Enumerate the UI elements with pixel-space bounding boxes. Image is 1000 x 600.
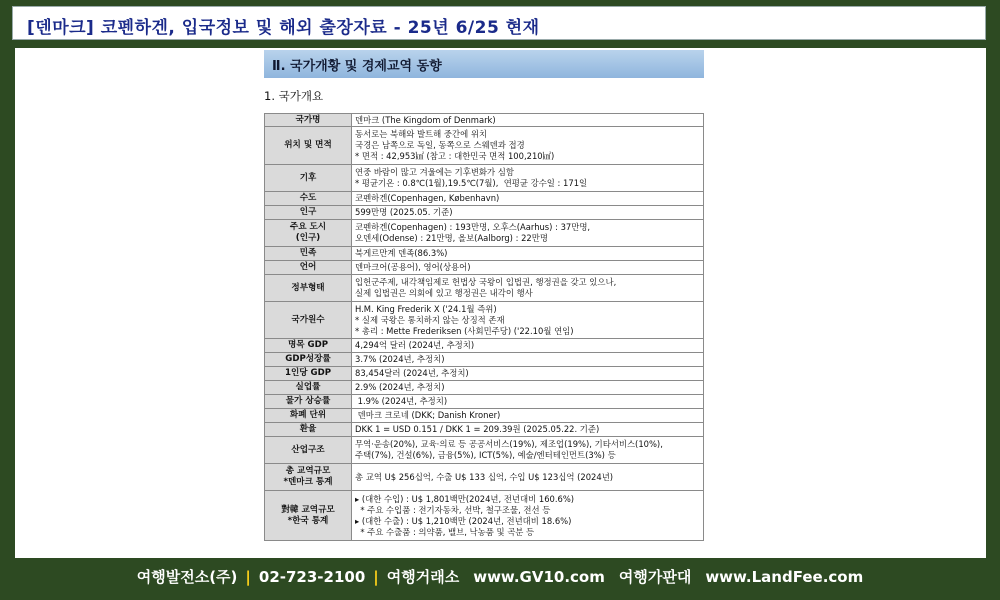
row-value-line: 실제 입법권은 의회에 있고 행정권은 내각이 행사 — [355, 288, 533, 298]
row-value-line: DKK 1 = USD 0.151 / DKK 1 = 209.39원 (2025.05.22. 기준) — [355, 424, 600, 434]
page-title: [덴마크] 코펜하겐, 입국정보 및 해외 출장자료 - 25년 6/25 현재 — [27, 18, 540, 38]
table-row — [265, 423, 704, 437]
row-label-text: 위치 및 면적 — [284, 140, 332, 150]
row-value-line: ▸ (대한 수출) : U$ 1,210백만 (2024년, 전년대비 18.6%) — [355, 515, 572, 526]
row-value-line: 북게르만계 덴족(86.3%) — [355, 248, 448, 258]
row-value-line: 3.7% (2024년, 추정치) — [355, 354, 445, 364]
row-value — [352, 127, 704, 165]
row-value — [352, 220, 704, 247]
row-label — [265, 381, 352, 395]
table-row — [265, 395, 704, 409]
row-label-text: 물가 상승률 — [285, 396, 331, 406]
row-label — [265, 114, 352, 127]
row-label-text: 기후 — [299, 172, 317, 183]
row-label-text: 1인당 GDP — [284, 368, 332, 378]
table-row — [265, 261, 704, 275]
row-value-line: 덴마크 (The Kingdom of Denmark) — [355, 114, 496, 125]
row-value-line: H.M. King Frederik X ('24.1월 즉위) — [355, 303, 497, 314]
footer-bar — [0, 566, 1000, 596]
row-label-text: 총 교역규모 — [285, 466, 331, 476]
row-value — [352, 165, 704, 192]
table-row — [265, 192, 704, 206]
row-value-line: 83,454달러 (2024년, 추정치) — [355, 368, 469, 378]
row-label-text: 인구 — [299, 207, 317, 217]
row-label-text: 언어 — [299, 262, 317, 272]
row-value — [352, 437, 704, 464]
row-value-line: 입헌군주제, 내각책임제로 헌법상 국왕이 입법권, 행정권을 갖고 있으나, — [355, 277, 617, 287]
section-title: Ⅱ. 국가개황 및 경제교역 동향 — [272, 59, 442, 74]
table-row — [265, 127, 704, 165]
row-value-line: * 면적 : 42,953㎢ (참고 : 대한민국 면적 100,210㎢) — [355, 151, 555, 161]
row-value-line: * 총리 : Mette Frederiksen (사회민주당) ('22.10월 연임) — [355, 325, 574, 336]
row-label-text: 주요 도시 — [289, 222, 327, 232]
table-row — [265, 339, 704, 353]
row-value — [352, 491, 704, 541]
table-row — [265, 409, 704, 423]
row-value-line: 주택(7%), 건설(6%), 금융(5%), ICT(5%), 예술/엔터테인먼트(3%) 등 — [355, 450, 616, 460]
row-label — [265, 275, 352, 302]
phone-number: 02-723-2100 — [258, 567, 366, 586]
agency-label: 여행거래소 — [386, 568, 460, 586]
row-value-line: 코펜하겐(Copenhagen) : 193만명, 오후스(Aarhus) : 37만명, — [355, 222, 591, 232]
row-label — [265, 339, 352, 353]
table-row — [265, 206, 704, 220]
price-link[interactable]: www.LandFee.com — [705, 567, 864, 586]
row-value-line: * 실제 국왕은 통치하지 않는 상징적 존재 — [355, 314, 505, 325]
table-row — [265, 302, 704, 339]
row-label-text: 명목 GDP — [287, 340, 329, 350]
row-value-line: ▸ (대한 수입) : U$ 1,801백만(2024년, 전년대비 160.6%) — [355, 493, 575, 504]
row-label — [265, 353, 352, 367]
row-value — [352, 192, 704, 206]
row-value-line: 덴마크 크로네 (DKK; Danish Kroner) — [355, 410, 501, 420]
row-value-line: * 평균기온 : 0.8℃(1월),19.5℃(7월), 연평균 강수일 : 171일 — [355, 178, 588, 188]
row-label-text: 수도 — [299, 193, 317, 203]
row-label-text: 산업구조 — [291, 444, 325, 455]
separator: | — [373, 567, 379, 586]
table-row — [265, 381, 704, 395]
row-value-line: 2.9% (2024년, 추정치) — [355, 382, 445, 392]
row-label — [265, 367, 352, 381]
row-label-text: 정부형태 — [291, 282, 325, 293]
row-value — [352, 275, 704, 302]
row-label — [265, 192, 352, 206]
row-value — [352, 395, 704, 409]
row-value — [352, 409, 704, 423]
row-label-text: 국가원수 — [291, 314, 325, 325]
row-label — [265, 247, 352, 261]
country-overview-table — [264, 113, 704, 541]
row-label-text: 환율 — [299, 424, 317, 434]
table-row — [265, 491, 704, 541]
row-value-line: * 주요 수입품 : 전기자동차, 선박, 철구조물, 전선 등 — [355, 504, 551, 515]
row-value-line: 코펜하겐(Copenhagen, København) — [355, 193, 500, 203]
row-value — [352, 464, 704, 491]
row-label-text: 화폐 단위 — [289, 410, 327, 420]
row-value-line: * 주요 수출품 : 의약품, 밸브, 낙농품 및 곡분 등 — [355, 526, 535, 537]
row-value-line: 연중 바람이 많고 겨울에는 기후변화가 심함 — [355, 167, 514, 177]
row-value — [352, 114, 704, 127]
row-label-text: 실업률 — [295, 382, 321, 392]
row-label-text: *덴마크 통계 — [283, 477, 333, 487]
row-value — [352, 247, 704, 261]
row-value — [352, 353, 704, 367]
title-bar — [12, 6, 986, 40]
table-row — [265, 464, 704, 491]
row-value-line: 무역·운송(20%), 교육·의료 등 공공서비스(19%), 제조업(19%), 기타서비스(10%), — [355, 439, 663, 449]
row-label — [265, 206, 352, 220]
table-row — [265, 247, 704, 261]
row-value — [352, 381, 704, 395]
row-value-line: 4,294억 달러 (2024년, 추정치) — [355, 340, 475, 350]
table-row — [265, 114, 704, 127]
agency-link[interactable]: www.GV10.com — [473, 567, 605, 586]
row-value — [352, 302, 704, 339]
row-label — [265, 302, 352, 339]
row-label-text: 對韓 교역규모 — [281, 504, 335, 515]
row-value-line: 총 교역 U$ 256십억, 수출 U$ 133 십억, 수입 U$ 123십억 (2024년) — [355, 471, 614, 482]
row-value — [352, 423, 704, 437]
table-row — [265, 367, 704, 381]
table-row — [265, 275, 704, 302]
row-value — [352, 339, 704, 353]
table-row — [265, 220, 704, 247]
table-row — [265, 353, 704, 367]
row-label-text: 민족 — [299, 248, 317, 258]
subheading: 1. 국가개요 — [264, 89, 324, 103]
document-page — [264, 50, 704, 558]
section-header-bar — [264, 50, 704, 78]
row-value — [352, 206, 704, 220]
row-label — [265, 491, 352, 541]
row-label — [265, 165, 352, 192]
row-value — [352, 367, 704, 381]
table-row — [265, 437, 704, 464]
row-label — [265, 220, 352, 247]
row-label — [265, 395, 352, 409]
row-label-text: 국가명 — [295, 114, 321, 125]
row-value-line: 599만명 (2025.05. 기준) — [355, 207, 453, 217]
row-value-line: 1.9% (2024년, 추정치) — [355, 396, 448, 406]
table-row — [265, 165, 704, 192]
row-label — [265, 127, 352, 165]
row-label — [265, 423, 352, 437]
row-label — [265, 409, 352, 423]
row-value-line: 덴마크어(공용어), 영어(상용어) — [355, 262, 471, 272]
row-label-text: (인구) — [295, 233, 321, 243]
price-label: 여행가판대 — [618, 568, 692, 586]
row-value-line: 국경은 남쪽으로 독일, 동쪽으로 스웨덴과 접경 — [355, 140, 525, 150]
row-value-line: 동서로는 북해와 발트해 중간에 위치 — [355, 129, 488, 139]
row-label-text: *한국 통계 — [287, 515, 329, 526]
separator: | — [245, 567, 251, 586]
row-label-text: GDP성장률 — [285, 354, 331, 364]
row-value — [352, 261, 704, 275]
row-label — [265, 464, 352, 491]
row-value-line: 오덴세(Odense) : 21만명, 올보(Aalborg) : 22만명 — [355, 233, 548, 243]
row-label — [265, 261, 352, 275]
row-label — [265, 437, 352, 464]
company-name: 여행발전소(주) — [136, 568, 238, 586]
